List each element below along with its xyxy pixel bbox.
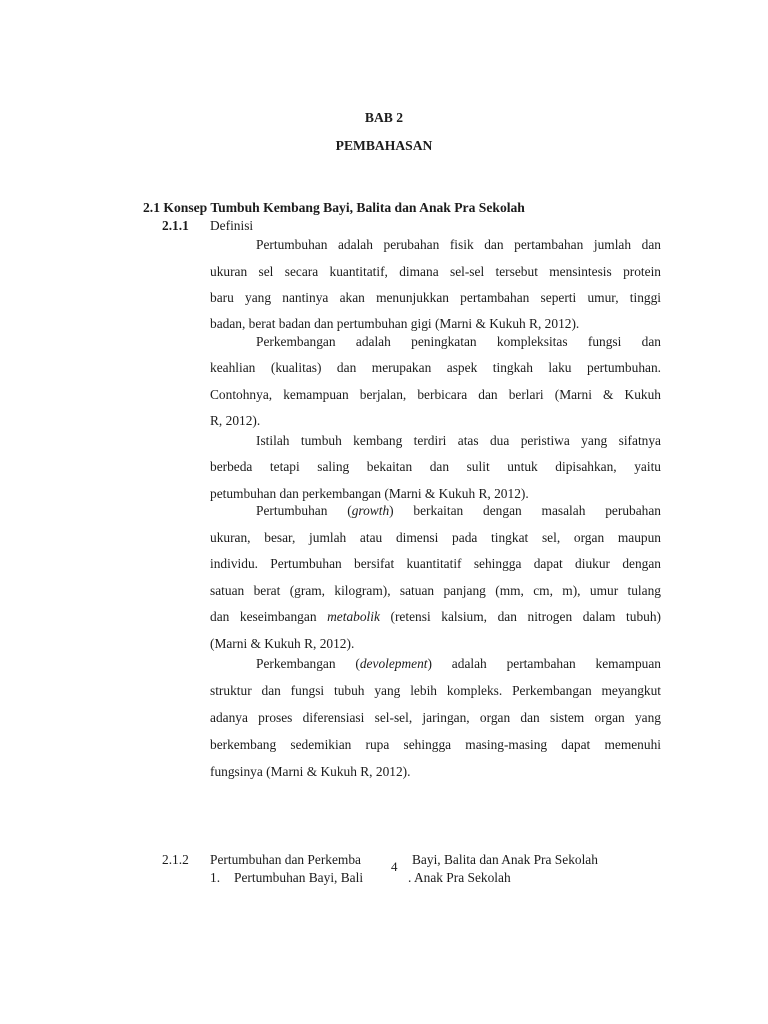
paragraph-line: baru yang nantinya akan menunjukkan pertambahan seperti umur, tinggi bbox=[210, 290, 661, 305]
chapter-label: BAB 2 bbox=[364, 110, 404, 125]
list-item-right: . Anak Pra Sekolah bbox=[408, 870, 511, 885]
paragraph-line: ukuran, besar, jumlah atau dimensi pada tingkat sel, organ maupun bbox=[210, 530, 661, 545]
subsection-number: 2.1.2 bbox=[162, 852, 189, 867]
paragraph-line: petumbuhan dan perkembangan (Marni & Kukuh R, 2012). bbox=[210, 486, 529, 501]
subsection-number: 2.1.1 bbox=[162, 218, 189, 233]
paragraph-line: satuan berat (gram, kilogram), satuan panjang (mm, cm, m), umur tulang bbox=[210, 583, 661, 598]
paragraph-line: Istilah tumbuh kembang terdiri atas dua peristiwa yang sifatnya bbox=[256, 433, 661, 448]
paragraph-line: fungsinya (Marni & Kukuh R, 2012). bbox=[210, 764, 411, 779]
paragraph-line: Pertumbuhan adalah perubahan fisik dan pertambahan jumlah dan bbox=[256, 237, 661, 252]
paragraph-line: Perkembangan adalah peningkatan kompleksitas fungsi dan bbox=[256, 334, 661, 349]
paragraph-line: Perkembangan (devolepment) adalah pertambahan kemampuan bbox=[256, 656, 661, 671]
section-heading: 2.1 Konsep Tumbuh Kembang Bayi, Balita dan Anak Pra Sekolah bbox=[143, 200, 525, 215]
subsection-label-left: Pertumbuhan dan Perkemba bbox=[210, 852, 361, 867]
paragraph-line: Contohnya, kemampuan berjalan, berbicara dan berlari (Marni & Kukuh bbox=[210, 387, 661, 402]
paragraph-line: badan, berat badan dan pertumbuhan gigi (Marni & Kukuh R, 2012). bbox=[210, 316, 580, 331]
chapter-title: PEMBAHASAN bbox=[335, 138, 433, 153]
italic-term: devolepment bbox=[359, 656, 428, 671]
page-number: 4 bbox=[391, 859, 398, 874]
paragraph-line: berkembang sedemikian rupa sehingga masing-masing dapat memenuhi bbox=[210, 737, 661, 752]
paragraph-line: R, 2012). bbox=[210, 413, 261, 428]
subsection-label: Definisi bbox=[210, 218, 254, 233]
paragraph-line: (Marni & Kukuh R, 2012). bbox=[210, 636, 355, 651]
paragraph-line: Pertumbuhan (growth) berkaitan dengan masalah perubahan bbox=[256, 503, 661, 518]
paragraph-line: adanya proses diferensiasi sel-sel, jaringan, organ dan sistem organ yang bbox=[210, 710, 661, 725]
paragraph-line: struktur dan fungsi tubuh yang lebih kompleks. Perkembangan meyangkut bbox=[210, 683, 661, 698]
paragraph-line: ukuran sel secara kuantitatif, dimana sel-sel tersebut mensintesis protein bbox=[210, 264, 661, 279]
paragraph-line: keahlian (kualitas) dan merupakan aspek tingkah laku pertumbuhan. bbox=[210, 360, 661, 375]
subsection-label-right: Bayi, Balita dan Anak Pra Sekolah bbox=[412, 852, 598, 867]
paragraph-line: berbeda tetapi saling bekaitan dan sulit untuk dipisahkan, yaitu bbox=[210, 459, 661, 474]
italic-term: growth bbox=[351, 503, 390, 518]
list-item-left: Pertumbuhan Bayi, Bali bbox=[234, 870, 364, 885]
list-item-number: 1. bbox=[210, 870, 221, 885]
italic-term: metabolik bbox=[327, 609, 380, 624]
paragraph-line: individu. Pertumbuhan bersifat kuantitatif sehingga dapat diukur dengan bbox=[210, 556, 661, 571]
paragraph-line: dan keseimbangan metabolik (retensi kalsium, dan nitrogen dalam tubuh) bbox=[210, 609, 661, 624]
